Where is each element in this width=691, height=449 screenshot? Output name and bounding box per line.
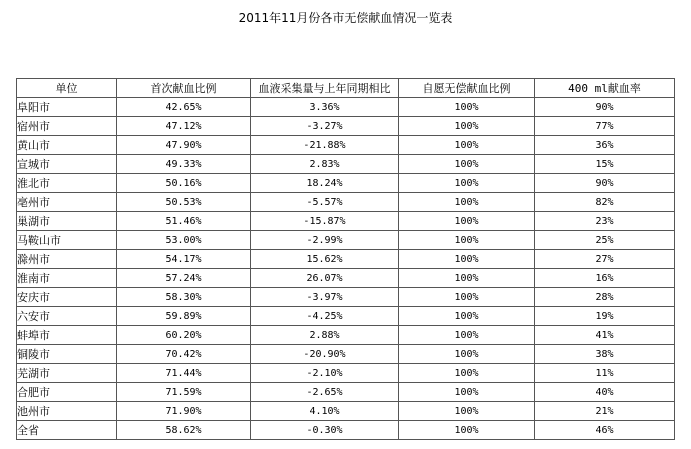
cell-400ml-rate: 16% [535,269,675,288]
cell-first-time-ratio: 70.42% [117,345,251,364]
cell-collection-change: -3.27% [251,117,399,136]
cell-collection-change: 2.88% [251,326,399,345]
cell-400ml-rate: 90% [535,174,675,193]
cell-unit: 安庆市 [17,288,117,307]
cell-unit: 黄山市 [17,136,117,155]
cell-voluntary-ratio: 100% [399,288,535,307]
cell-400ml-rate: 25% [535,231,675,250]
table-row [17,364,675,383]
cell-unit: 淮南市 [17,269,117,288]
cell-first-time-ratio: 53.00% [117,231,251,250]
cell-first-time-ratio: 60.20% [117,326,251,345]
cell-collection-change: -20.90% [251,345,399,364]
column-header-voluntary-ratio: 自愿无偿献血比例 [399,79,535,98]
cell-first-time-ratio: 58.62% [117,421,251,440]
cell-unit: 马鞍山市 [17,231,117,250]
cell-voluntary-ratio: 100% [399,364,535,383]
table-header-row [17,79,675,98]
cell-collection-change: 15.62% [251,250,399,269]
table-row [17,155,675,174]
cell-voluntary-ratio: 100% [399,231,535,250]
cell-400ml-rate: 28% [535,288,675,307]
cell-unit: 全省 [17,421,117,440]
cell-voluntary-ratio: 100% [399,250,535,269]
column-header-first-time-ratio: 首次献血比例 [117,79,251,98]
cell-400ml-rate: 15% [535,155,675,174]
cell-first-time-ratio: 42.65% [117,98,251,117]
cell-collection-change: -0.30% [251,421,399,440]
cell-voluntary-ratio: 100% [399,212,535,231]
table-row [17,402,675,421]
blood-donation-table [16,78,675,440]
cell-collection-change: -3.97% [251,288,399,307]
table-row [17,136,675,155]
cell-unit: 亳州市 [17,193,117,212]
column-header-400ml-rate: 400 ml献血率 [535,79,675,98]
cell-first-time-ratio: 49.33% [117,155,251,174]
cell-first-time-ratio: 47.12% [117,117,251,136]
cell-voluntary-ratio: 100% [399,421,535,440]
cell-collection-change: -5.57% [251,193,399,212]
cell-voluntary-ratio: 100% [399,307,535,326]
cell-voluntary-ratio: 100% [399,402,535,421]
cell-400ml-rate: 46% [535,421,675,440]
cell-400ml-rate: 27% [535,250,675,269]
cell-unit: 合肥市 [17,383,117,402]
cell-first-time-ratio: 58.30% [117,288,251,307]
cell-voluntary-ratio: 100% [399,269,535,288]
table-row [17,231,675,250]
cell-first-time-ratio: 50.53% [117,193,251,212]
cell-unit: 阜阳市 [17,98,117,117]
cell-400ml-rate: 82% [535,193,675,212]
cell-first-time-ratio: 54.17% [117,250,251,269]
cell-collection-change: -15.87% [251,212,399,231]
column-header-unit: 单位 [17,79,117,98]
cell-first-time-ratio: 71.44% [117,364,251,383]
cell-unit: 淮北市 [17,174,117,193]
table-row [17,269,675,288]
table-row [17,345,675,364]
cell-400ml-rate: 40% [535,383,675,402]
cell-unit: 六安市 [17,307,117,326]
cell-400ml-rate: 41% [535,326,675,345]
cell-first-time-ratio: 59.89% [117,307,251,326]
table-row [17,250,675,269]
cell-voluntary-ratio: 100% [399,117,535,136]
cell-unit: 池州市 [17,402,117,421]
cell-collection-change: 4.10% [251,402,399,421]
cell-voluntary-ratio: 100% [399,155,535,174]
table-row [17,288,675,307]
table-body [17,98,675,440]
cell-unit: 滁州市 [17,250,117,269]
table-row [17,421,675,440]
table-row [17,193,675,212]
cell-voluntary-ratio: 100% [399,383,535,402]
cell-first-time-ratio: 71.59% [117,383,251,402]
cell-400ml-rate: 23% [535,212,675,231]
table-row [17,383,675,402]
cell-400ml-rate: 38% [535,345,675,364]
cell-first-time-ratio: 57.24% [117,269,251,288]
cell-unit: 蚌埠市 [17,326,117,345]
table-row [17,174,675,193]
cell-unit: 巢湖市 [17,212,117,231]
cell-first-time-ratio: 71.90% [117,402,251,421]
cell-collection-change: 18.24% [251,174,399,193]
cell-collection-change: 3.36% [251,98,399,117]
cell-unit: 铜陵市 [17,345,117,364]
table-row [17,98,675,117]
cell-first-time-ratio: 47.90% [117,136,251,155]
cell-unit: 宿州市 [17,117,117,136]
cell-400ml-rate: 21% [535,402,675,421]
table-row [17,307,675,326]
cell-collection-change: -2.10% [251,364,399,383]
table-row [17,326,675,345]
page-title: 2011年11月份各市无偿献血情况一览表 [238,11,453,25]
table-row [17,117,675,136]
cell-400ml-rate: 90% [535,98,675,117]
cell-voluntary-ratio: 100% [399,174,535,193]
cell-collection-change: -4.25% [251,307,399,326]
cell-collection-change: 2.83% [251,155,399,174]
cell-first-time-ratio: 51.46% [117,212,251,231]
table-row [17,212,675,231]
cell-400ml-rate: 11% [535,364,675,383]
column-header-collection-change: 血液采集量与上年同期相比 [251,79,399,98]
cell-collection-change: -21.88% [251,136,399,155]
cell-voluntary-ratio: 100% [399,136,535,155]
cell-unit: 宣城市 [17,155,117,174]
cell-voluntary-ratio: 100% [399,98,535,117]
cell-first-time-ratio: 50.16% [117,174,251,193]
cell-unit: 芜湖市 [17,364,117,383]
cell-collection-change: -2.65% [251,383,399,402]
cell-voluntary-ratio: 100% [399,345,535,364]
cell-400ml-rate: 36% [535,136,675,155]
cell-voluntary-ratio: 100% [399,326,535,345]
cell-400ml-rate: 77% [535,117,675,136]
cell-collection-change: -2.99% [251,231,399,250]
cell-voluntary-ratio: 100% [399,193,535,212]
cell-400ml-rate: 19% [535,307,675,326]
cell-collection-change: 26.07% [251,269,399,288]
